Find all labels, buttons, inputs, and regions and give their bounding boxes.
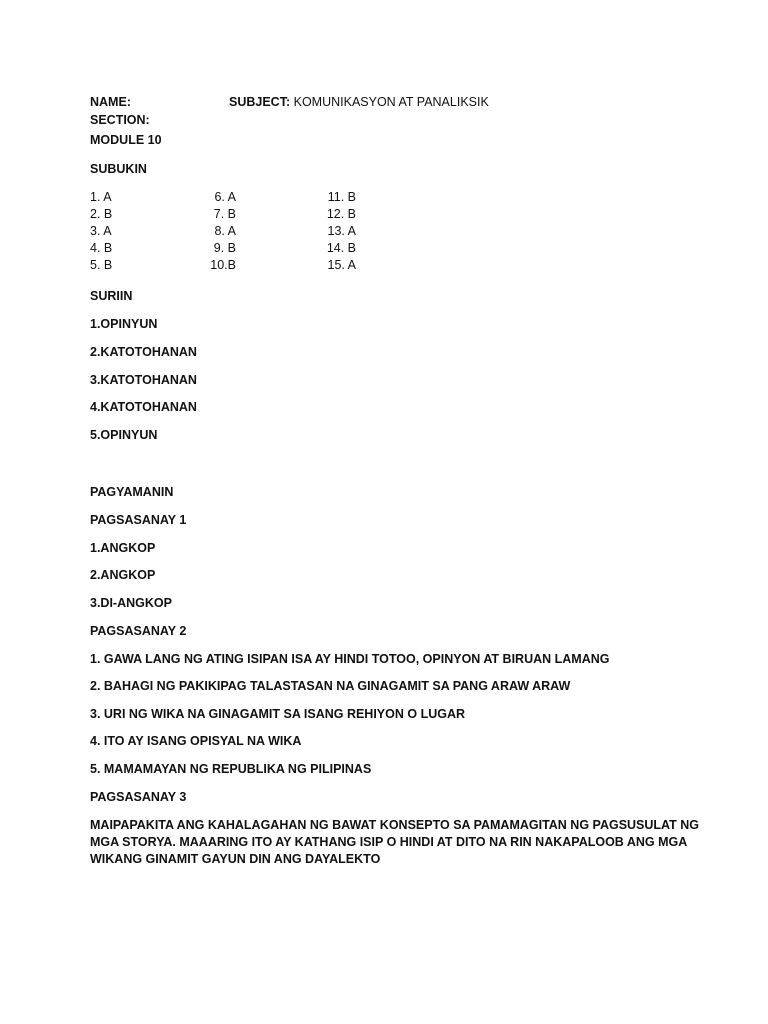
answer-item: 1. A — [90, 190, 112, 204]
name-label: NAME: — [90, 95, 131, 109]
answer-item: 9. B — [213, 241, 236, 255]
answer-item: 4. B — [90, 241, 113, 255]
pagsasanay-1-item: 2.ANGKOP — [90, 568, 156, 582]
pagyamanin-title: PAGYAMANIN — [90, 485, 174, 499]
answer-item: 10.B — [210, 258, 236, 272]
answer-item: 6. A — [214, 190, 236, 204]
subukin-col-1 — [90, 189, 112, 274]
suriin-item: 4.KATOTOHANAN — [90, 400, 197, 414]
subukin-col-3 — [306, 189, 356, 274]
pagsasanay-2-title: PAGSASANAY 2 — [90, 624, 187, 638]
pagsasanay-2-item: 1. GAWA LANG NG ATING ISIPAN ISA AY HINDI TOTOO, OPINYON AT BIRUAN LAMANG — [90, 652, 610, 666]
pagsasanay-3-paragraph — [90, 817, 699, 868]
suriin-item: 1.OPINYUN — [90, 317, 158, 331]
section-label: SECTION: — [90, 113, 150, 127]
answer-item: 14. B — [326, 241, 356, 255]
subukin-col-2 — [196, 189, 236, 274]
pagsasanay-1-title: PAGSASANAY 1 — [90, 513, 187, 527]
pagsasanay-1-item: 3.DI-ANGKOP — [90, 596, 172, 610]
answer-item: 8. A — [214, 224, 236, 238]
answer-item: 3. A — [90, 224, 112, 238]
suriin-item: 2.KATOTOHANAN — [90, 345, 197, 359]
subject-label: SUBJECT: — [229, 95, 291, 109]
pagsasanay-2-item: 5. MAMAMAYAN NG REPUBLIKA NG PILIPINAS — [90, 762, 372, 776]
answer-item: 2. B — [90, 207, 113, 221]
pagsasanay-2-item: 3. URI NG WIKA NA GINAGAMIT SA ISANG REHIYON O LUGAR — [90, 707, 466, 721]
answer-item: 13. A — [327, 224, 356, 238]
answer-item: 5. B — [90, 258, 113, 272]
paragraph-line: MGA STORYA. MAAARING ITO AY KATHANG ISIP O HINDI AT DITO NA RIN NAKAPALOOB ANG MGA — [90, 835, 688, 849]
suriin-item: 3.KATOTOHANAN — [90, 373, 197, 387]
subject-line — [229, 94, 489, 111]
suriin-item: 5.OPINYUN — [90, 428, 158, 442]
pagsasanay-2-item: 4. ITO AY ISANG OPISYAL NA WIKA — [90, 734, 302, 748]
paragraph-line: WIKANG GINAMIT GAYUN DIN ANG DAYALEKTO — [90, 852, 381, 866]
answer-item: 12. B — [326, 207, 356, 221]
pagsasanay-1-item: 1.ANGKOP — [90, 541, 156, 555]
suriin-title: SURIIN — [90, 289, 133, 303]
paragraph-line: MAIPAPAKITA ANG KAHALAGAHAN NG BAWAT KONSEPTO SA PAMAMAGITAN NG PAGSUSULAT NG — [90, 818, 700, 832]
pagsasanay-2-item: 2. BAHAGI NG PAKIKIPAG TALASTASAN NA GINAGAMIT SA PANG ARAW ARAW — [90, 679, 571, 693]
answer-item: 15. A — [327, 258, 356, 272]
subukin-title: SUBUKIN — [90, 162, 147, 176]
module-title: MODULE 10 — [90, 133, 162, 147]
answer-item: 11. B — [327, 190, 356, 204]
answer-item: 7. B — [213, 207, 236, 221]
pagsasanay-3-title: PAGSASANAY 3 — [90, 790, 187, 804]
subject-value: KOMUNIKASYON AT PANALIKSIK — [293, 95, 489, 109]
